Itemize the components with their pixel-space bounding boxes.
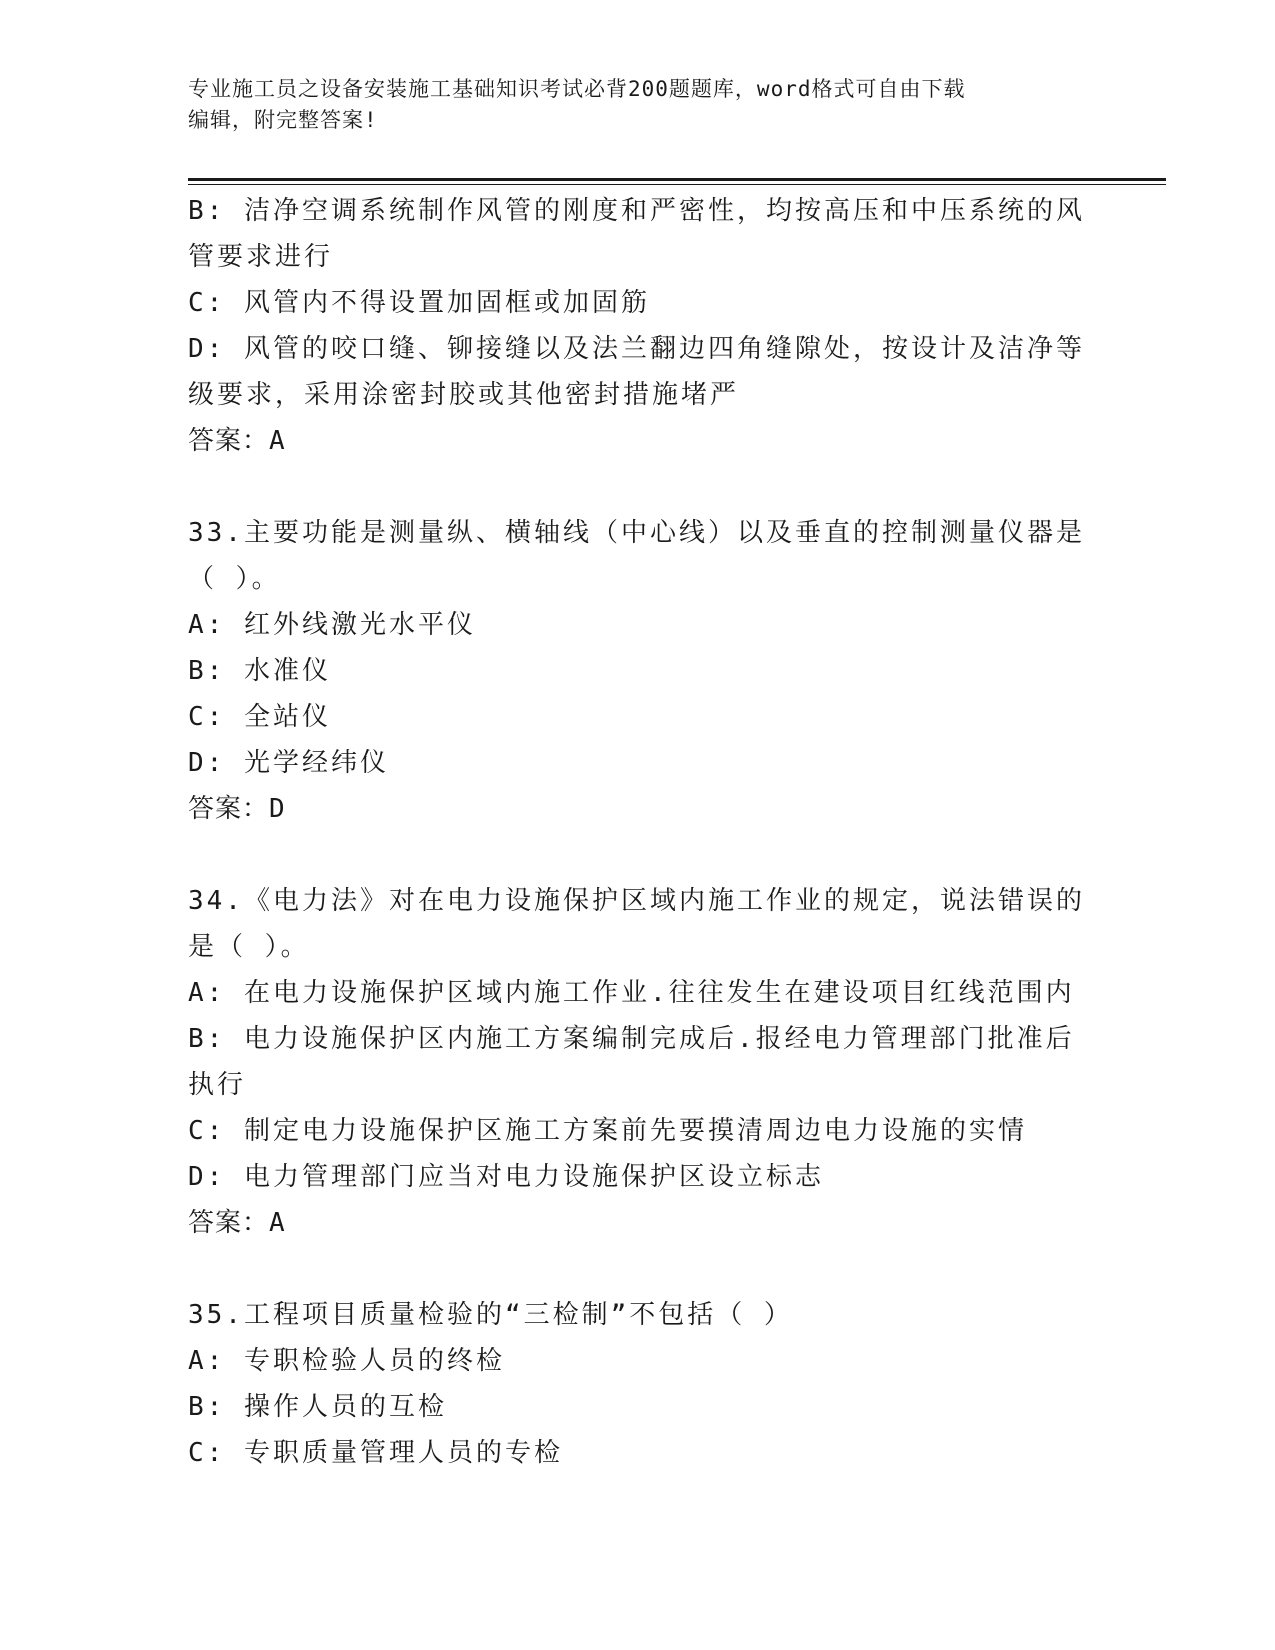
option-a: A: 红外线激光水平仪 [188, 610, 476, 640]
question-32-continuation [188, 188, 1088, 464]
option-d: D: 电力管理部门应当对电力设施保护区设立标志 [188, 1162, 824, 1192]
document-body [188, 188, 1088, 1476]
answer-label: 答案： [188, 794, 270, 824]
header-title-line-1: 专业施工员之设备安装施工基础知识考试必背200题题库，word格式可自由下载 [188, 77, 966, 101]
question-stem-line-2: 是（ ）。 [188, 932, 310, 962]
option-a: A: 在电力设施保护区域内施工作业.往往发生在建设项目红线范围内 [188, 978, 1075, 1008]
answer-value: A [269, 1208, 286, 1238]
question-33 [188, 510, 1088, 832]
option-d-line-1: D: 风管的咬口缝、铆接缝以及法兰翻边四角缝隙处，按设计及洁净等 [188, 334, 1085, 364]
option-c: C: 制定电力设施保护区施工方案前先要摸清周边电力设施的实情 [188, 1116, 1027, 1146]
header-divider-thick [188, 178, 1166, 181]
question-stem: 35.工程项目质量检验的“三检制”不包括（ ） [188, 1300, 793, 1330]
answer-label: 答案： [188, 1208, 270, 1238]
header-divider-thin [188, 184, 1166, 185]
option-b-line-1: B: 洁净空调系统制作风管的刚度和严密性，均按高压和中压系统的风 [188, 196, 1085, 226]
question-stem-line-1: 34.《电力法》对在电力设施保护区域内施工作业的规定，说法错误的 [188, 886, 1085, 916]
question-spacer [188, 1246, 1088, 1292]
page-header [188, 74, 1068, 136]
answer [188, 1200, 1088, 1246]
question-stem-line-1: 33.主要功能是测量纵、横轴线（中心线）以及垂直的控制测量仪器是 [188, 518, 1085, 548]
option-b: B: 操作人员的互检 [188, 1392, 447, 1422]
header-title-line-2: 编辑，附完整答案! [188, 108, 378, 132]
answer-value: A [269, 426, 286, 456]
option-c: C: 风管内不得设置加固框或加固筋 [188, 288, 650, 318]
option-d-line-2: 级要求，采用涂密封胶或其他密封措施堵严 [188, 380, 740, 410]
option-b-line-2: 管要求进行 [188, 242, 334, 272]
answer-value: D [269, 794, 286, 824]
answer-label: 答案： [188, 426, 270, 456]
question-stem-line-2: （ ）。 [188, 564, 281, 594]
option-b-line-1: B: 电力设施保护区内施工方案编制完成后.报经电力管理部门批准后 [188, 1024, 1075, 1054]
question-spacer [188, 464, 1088, 510]
option-a: A: 专职检验人员的终检 [188, 1346, 505, 1376]
option-b-line-2: 执行 [188, 1070, 247, 1100]
question-spacer [188, 832, 1088, 878]
option-c: C: 专职质量管理人员的专检 [188, 1438, 563, 1468]
answer [188, 786, 1088, 832]
option-c: C: 全站仪 [188, 702, 331, 732]
question-35 [188, 1292, 1088, 1476]
answer [188, 418, 1088, 464]
option-b: B: 水准仪 [188, 656, 331, 686]
question-34 [188, 878, 1088, 1246]
option-d: D: 光学经纬仪 [188, 748, 389, 778]
